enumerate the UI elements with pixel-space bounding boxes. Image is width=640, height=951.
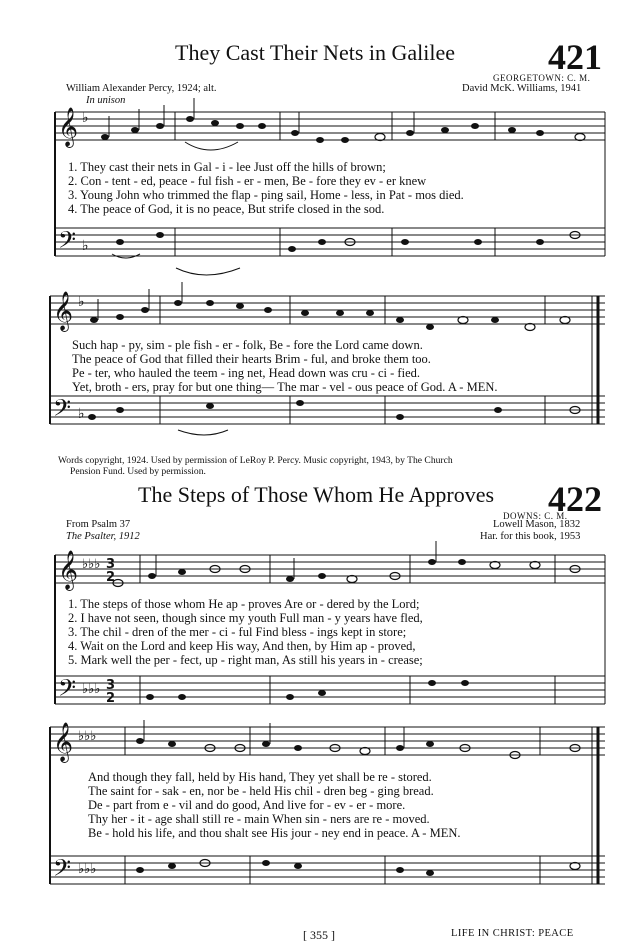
hymn-422-s2-verse-1: And though they fall, held by His hand, They yet shall be re - stored. (88, 770, 432, 784)
svg-text:2: 2 (106, 570, 116, 585)
hymn-422-s1-verse-4: 4. Wait on the Lord and keep His way, And then, by Him ap - proved, (68, 639, 416, 653)
svg-text:♭: ♭ (82, 238, 89, 254)
hymn-421-tune: GEORGETOWN: C. M. (493, 73, 591, 83)
hymn-421-s2-verse-1: Such hap - py, sim - ple fish - er - folk, Be - fore the Lord came down. (72, 338, 423, 352)
svg-text:𝄞: 𝄞 (53, 722, 74, 762)
hymn-422-tune: DOWNS: C. M. (503, 511, 568, 521)
svg-text:3: 3 (106, 557, 116, 572)
hymn-421-direction: In unison (86, 95, 126, 106)
section-label: LIFE IN CHRIST: PEACE (451, 928, 574, 939)
hymn-422-s2-verse-4: Thy her - it - age shall still re - main When sin - ners are re - moved. (88, 812, 430, 826)
svg-text:𝄢: 𝄢 (53, 854, 72, 887)
svg-text:𝄞: 𝄞 (53, 291, 74, 331)
svg-text:𝄢: 𝄢 (58, 674, 77, 707)
hymn-422-title: The Steps of Those Whom He Approves (138, 482, 495, 507)
svg-text:𝄞: 𝄞 (58, 107, 79, 147)
svg-text:𝄢: 𝄢 (58, 226, 77, 259)
hymn-421-copyright (58, 455, 453, 477)
hymn-421-s1-verse-4: 4. The peace of God, it is no peace, But strife closed in the sod. (68, 202, 385, 216)
hymn-421-s2-verse-4: Yet, broth - ers, pray for but one thing— The mar - vel - ous peace of God. A - MEN. (72, 380, 498, 394)
hymn-422-s1-verse-2: 2. I have not seen, though since my youth Full man - y years have fled, (68, 611, 423, 625)
svg-text:♭♭♭: ♭♭♭ (78, 729, 97, 744)
hymn-421-composer: David McK. Williams, 1941 (462, 83, 582, 94)
hymn-422-s2-verse-5: Be - hold his life, and thou shalt see His jour - ney end in peace. A - MEN. (88, 826, 461, 840)
hymn-421-author: William Alexander Percy, 1924; alt. (66, 83, 217, 94)
hymn-421-s1-verse-2: 2. Con - tent - ed, peace - ful fish - er - men, Be - fore they ev - er knew (68, 174, 427, 188)
svg-text:𝄞: 𝄞 (58, 550, 79, 590)
svg-text:♭♭♭: ♭♭♭ (78, 862, 97, 877)
hymn-422-psalter: The Psalter, 1912 (66, 531, 140, 542)
hymn-421-s1-verse-3: 3. Young John who trimmed the flap - ping sail, Home - less, in Pat - mos died. (68, 188, 464, 202)
svg-text:♭♭♭: ♭♭♭ (82, 557, 101, 572)
hymn-421-s2-verse-2: The peace of God that filled their hearts Brim - ful, and broke them too. (72, 352, 431, 366)
hymn-421-number: 421 (548, 37, 602, 77)
hymn-421-s2-verse-3: Pe - ter, who hauled the teem - ing net, Head down was cru - ci - fied. (72, 366, 420, 380)
hymn-421-s1-verse-1: 1. They cast their nets in Gal - i - lee Just off the hills of brown; (68, 160, 386, 174)
hymn-422-s1-verse-3: 3. The chil - dren of the mer - ci - ful Find bless - ings kept in store; (68, 625, 407, 639)
svg-text:2: 2 (106, 691, 116, 706)
page-number: [ 355 ] (303, 928, 335, 942)
hymn-422-s1-verse-5: 5. Mark well the per - fect, up - right man, As still his years in - crease; (68, 653, 423, 667)
svg-text:♭: ♭ (78, 294, 85, 310)
svg-text:♭♭♭: ♭♭♭ (82, 682, 101, 697)
hymn-422-harmony: Har. for this book, 1953 (480, 531, 581, 542)
svg-text:𝄢: 𝄢 (53, 394, 72, 427)
hymn-422-source: From Psalm 37 (66, 519, 131, 530)
hymn-422-s1-verse-1: 1. The steps of those whom He ap - proves Are or - dered by the Lord; (68, 597, 420, 611)
hymn-421-copyright-line-2: Pension Fund. Used by permission. (70, 466, 206, 477)
hymn-422-s2-verse-3: De - part from e - vil and do good, And live for - ev - er - more. (88, 798, 406, 812)
svg-text:♭: ♭ (82, 110, 89, 126)
svg-text:♭: ♭ (78, 406, 85, 422)
svg-text:3: 3 (106, 678, 116, 693)
hymn-421-copyright-line-1: Words copyright, 1924. Used by permission of LeRoy P. Percy. Music copyright, 1943, by The Church (58, 455, 453, 466)
hymn-422-composer: Lowell Mason, 1832 (493, 519, 581, 530)
hymn-421-title: They Cast Their Nets in Galilee (175, 40, 456, 65)
hymn-422-number: 422 (548, 479, 602, 519)
hymn-422-s2-verse-2: The saint for - sak - en, nor be - held His chil - dren beg - ging bread. (88, 784, 434, 798)
